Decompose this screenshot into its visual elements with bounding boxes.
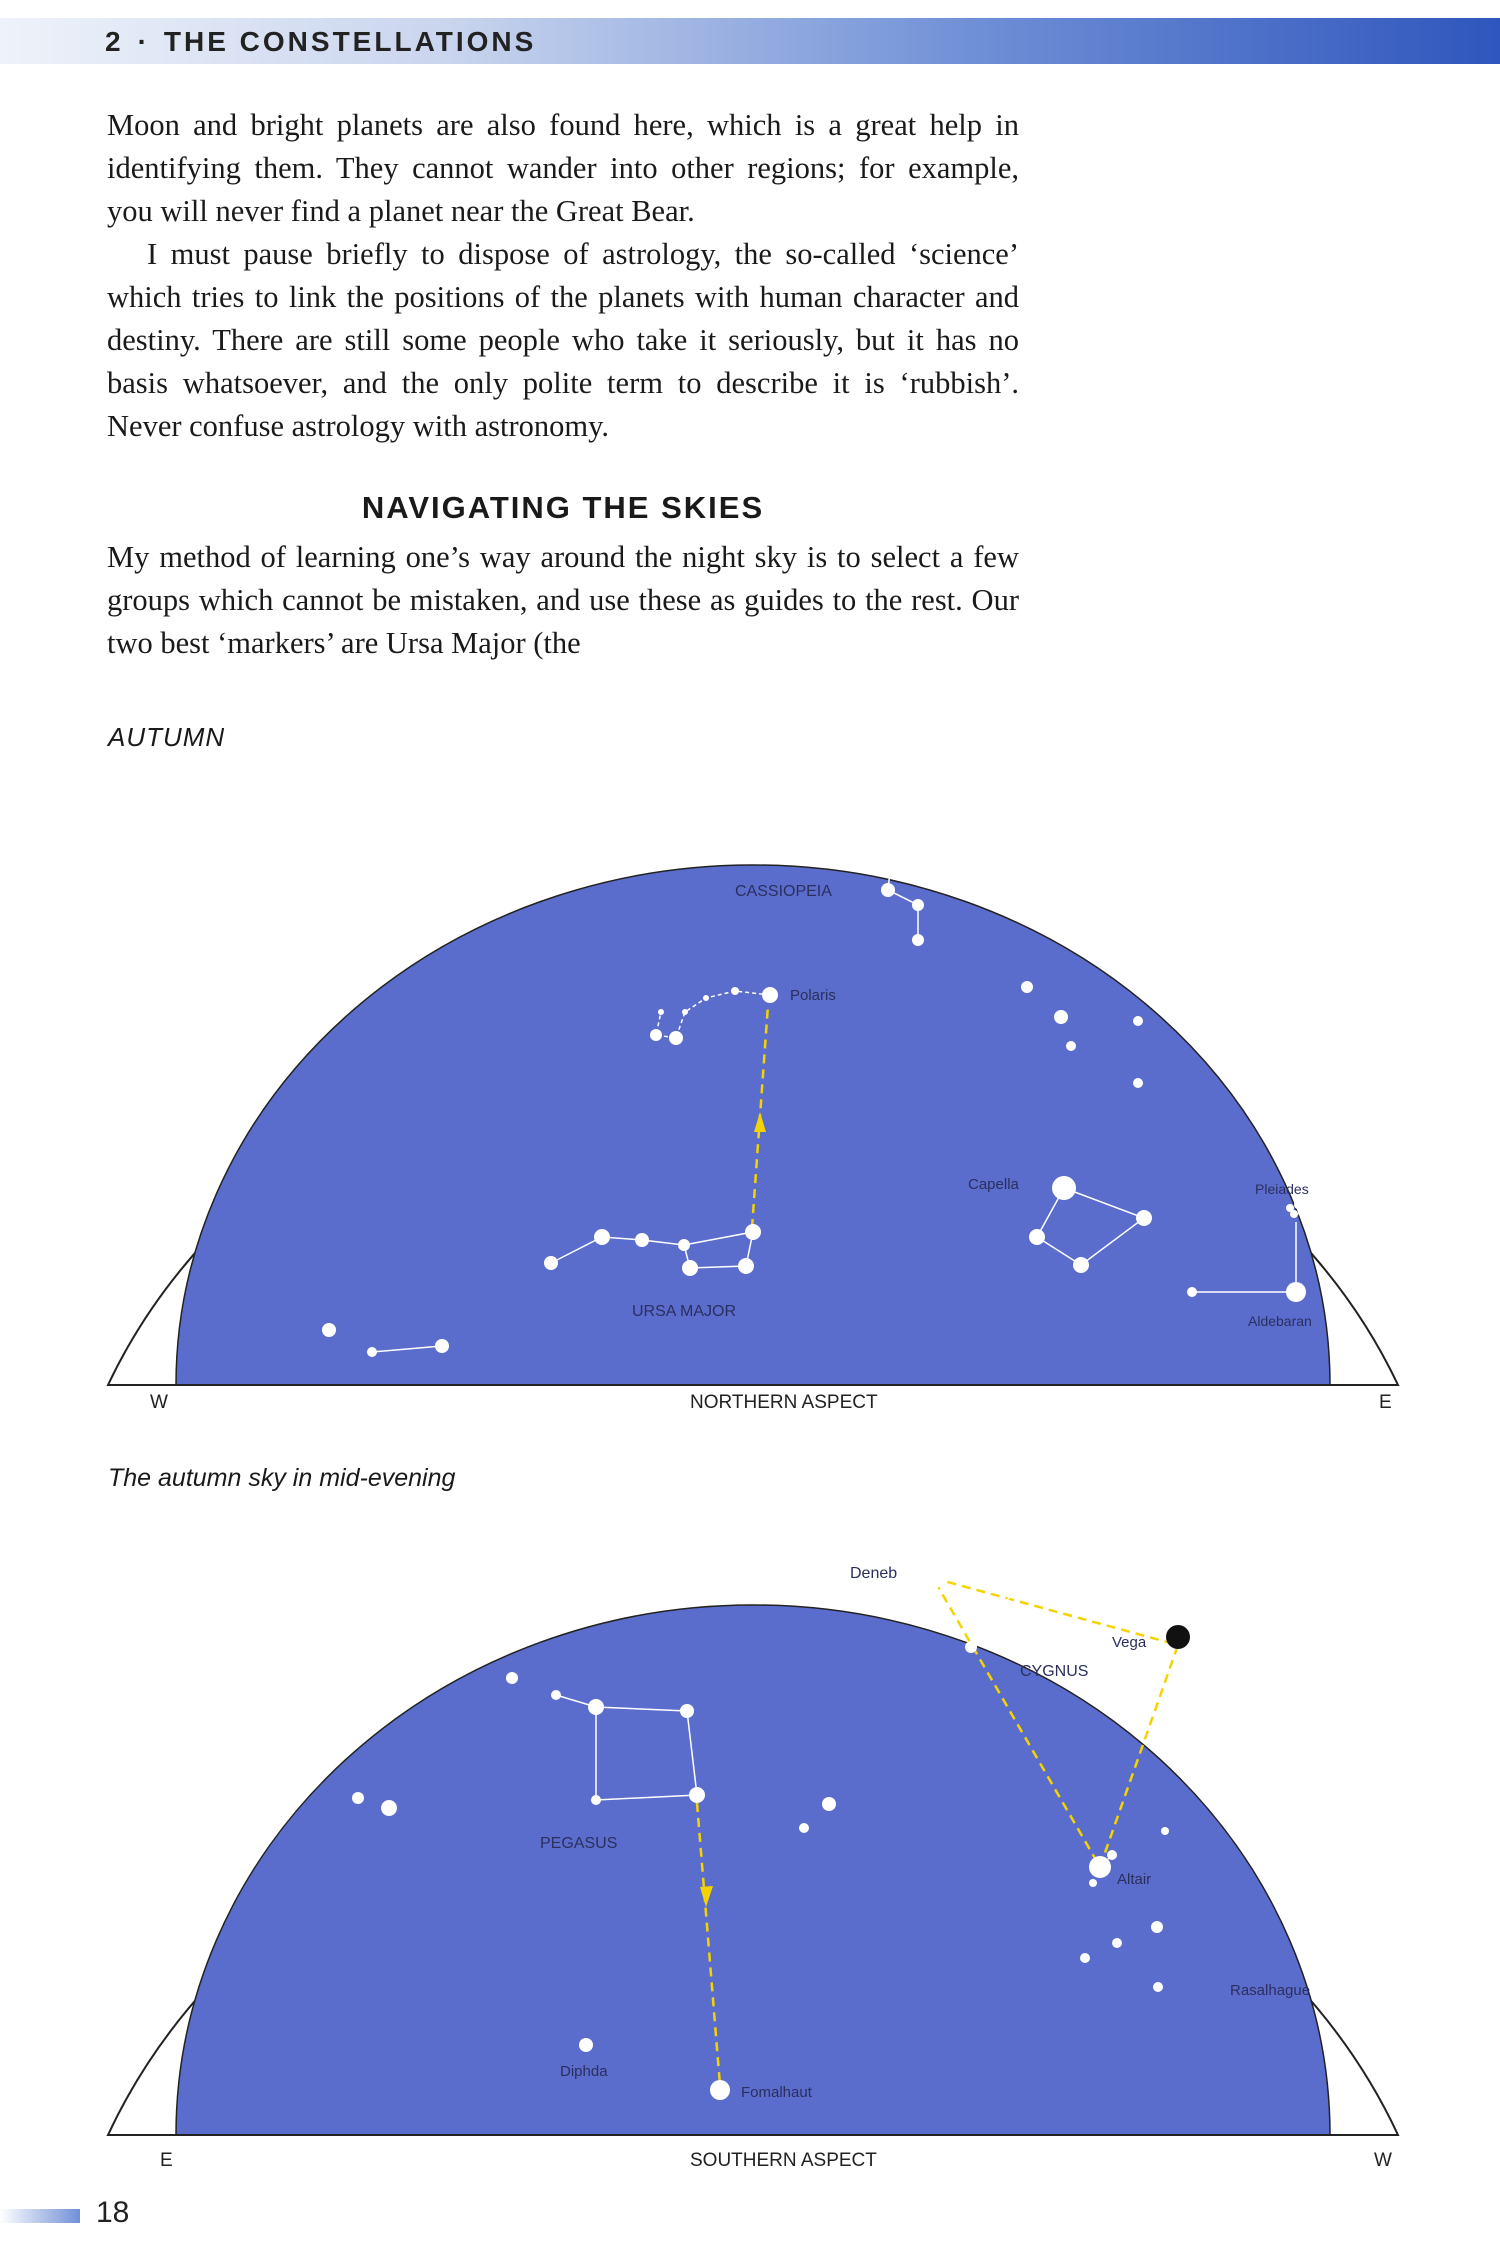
- polaris-star: [762, 987, 778, 1003]
- section-body: [107, 536, 1019, 665]
- star: [680, 1704, 694, 1718]
- star: [658, 1009, 664, 1015]
- deneb-star: [922, 1567, 944, 1589]
- ursa-major-label: URSA MAJOR: [632, 1303, 737, 1320]
- southern-sky-area: [176, 1605, 1330, 2135]
- star: [983, 1608, 997, 1622]
- star: [1117, 1687, 1127, 1697]
- star: [544, 1256, 558, 1270]
- star: [678, 1239, 690, 1251]
- star: [1187, 1287, 1197, 1297]
- bright-star: [375, 949, 401, 975]
- star: [912, 899, 924, 911]
- diphda-label: Diphda: [560, 2063, 608, 2080]
- star: [682, 1009, 688, 1015]
- body-text: [107, 104, 1019, 448]
- northern-west-label: W: [150, 1392, 168, 1413]
- pleiades-star: [1298, 1210, 1304, 1216]
- aldebaran-star: [1286, 1282, 1306, 1302]
- star: [588, 1699, 604, 1715]
- star: [1021, 981, 1033, 993]
- fomalhaut-label: Fomalhaut: [741, 2084, 812, 2101]
- star: [381, 1800, 397, 1816]
- star: [1107, 1850, 1117, 1860]
- pleiades-star: [1294, 1201, 1302, 1209]
- star: [885, 845, 899, 859]
- page-number: 18: [96, 2196, 130, 2229]
- vega-label: Vega: [1112, 1634, 1147, 1651]
- rasalhague-label: Rasalhague: [1230, 1982, 1311, 1999]
- star: [594, 1229, 610, 1245]
- star: [738, 1258, 754, 1274]
- page-number-band: [0, 2209, 80, 2223]
- cygnus-label: CYGNUS: [1020, 1663, 1089, 1680]
- aldebaran-label: Aldebaran: [1248, 1313, 1312, 1329]
- star: [1080, 1953, 1090, 1963]
- star: [1133, 1078, 1143, 1088]
- star: [591, 1795, 601, 1805]
- star: [435, 1339, 449, 1353]
- star: [1054, 1010, 1068, 1024]
- star: [635, 1233, 649, 1247]
- star: [669, 1031, 683, 1045]
- northern-sky-svg: [0, 700, 1500, 1420]
- star: [551, 1690, 561, 1700]
- northern-east-label: E: [1379, 1392, 1392, 1413]
- polaris-label: Polaris: [790, 987, 836, 1004]
- star: [1066, 1041, 1076, 1051]
- star: [367, 1347, 377, 1357]
- altair-label: Altair: [1117, 1871, 1152, 1888]
- northern-aspect-label: NORTHERN ASPECT: [690, 1392, 878, 1413]
- star: [1073, 1257, 1089, 1273]
- section-paragraph: My method of learning one’s way around the night sky is to select a few groups which cannot be mistaken, and use these as guides to the rest. Our two best ‘markers’ are Ursa Major (the: [107, 540, 1019, 660]
- star: [506, 1672, 518, 1684]
- star: [322, 1323, 336, 1337]
- star: [822, 1797, 836, 1811]
- star: [799, 1823, 809, 1833]
- vega-star: [1166, 1625, 1190, 1649]
- star: [352, 1792, 364, 1804]
- chapter-separator: ·: [137, 26, 150, 57]
- chapter-header: [105, 26, 536, 58]
- star: [1133, 1016, 1143, 1026]
- star: [731, 987, 739, 995]
- southern-west-label: W: [1374, 2150, 1392, 2171]
- cassiopeia-label: CASSIOPEIA: [735, 883, 832, 900]
- southern-sky-chart: [0, 1435, 1500, 2155]
- chart-caption: The autumn sky in mid-evening: [108, 1464, 456, 1492]
- star: [1112, 1938, 1122, 1948]
- northern-sky-chart: [0, 700, 1500, 1420]
- star: [1153, 1982, 1163, 1992]
- star: [1029, 1229, 1045, 1245]
- southern-east-label: E: [160, 2150, 173, 2171]
- star: [1151, 1921, 1163, 1933]
- star: [682, 1260, 698, 1276]
- star: [881, 883, 895, 897]
- diphda-star: [579, 2038, 593, 2052]
- fomalhaut-star: [710, 2080, 730, 2100]
- capella-label: Capella: [968, 1176, 1019, 1193]
- star: [435, 1596, 447, 1608]
- deneb-label: Deneb: [850, 1565, 898, 1582]
- star: [1089, 1879, 1097, 1887]
- star: [703, 995, 709, 1001]
- star: [912, 934, 924, 946]
- star: [650, 1029, 662, 1041]
- star: [745, 1224, 761, 1240]
- southern-aspect-label: SOUTHERN ASPECT: [690, 2150, 877, 2171]
- southern-sky-svg: [0, 1435, 1500, 2155]
- paragraph-2: I must pause briefly to dispose of astrology, the so-called ‘science’ which tries to link the positions of the planets with human character and destiny. There are still some people who take it seriously, but it has no basis whatsoever, and the only polite term to describe it is ‘rubbish’. Never confuse astrology with astronomy.: [107, 237, 1019, 443]
- star: [1161, 1827, 1169, 1835]
- star: [689, 1787, 705, 1803]
- star: [965, 1641, 977, 1653]
- chapter-number: 2: [105, 26, 124, 57]
- rasalhague-star: [1339, 1980, 1361, 2002]
- star: [852, 851, 864, 863]
- star: [1050, 1645, 1060, 1655]
- pleiades-star: [1290, 1210, 1298, 1218]
- season-label: AUTUMN: [108, 722, 226, 752]
- paragraph-1: Moon and bright planets are also found here, which is a great help in identifying them. They cannot wander into other regions; for example, you will never find a planet near the Great Bear.: [107, 108, 1019, 228]
- altair-star: [1089, 1856, 1111, 1878]
- chapter-title: THE CONSTELLATIONS: [163, 26, 537, 57]
- pegasus-label: PEGASUS: [540, 1835, 618, 1852]
- pleiades-label: Pleiades: [1255, 1181, 1309, 1197]
- capella-star: [1052, 1176, 1076, 1200]
- section-heading: NAVIGATING THE SKIES: [361, 490, 765, 525]
- northern-sky-area: [176, 865, 1330, 1385]
- star: [1136, 1210, 1152, 1226]
